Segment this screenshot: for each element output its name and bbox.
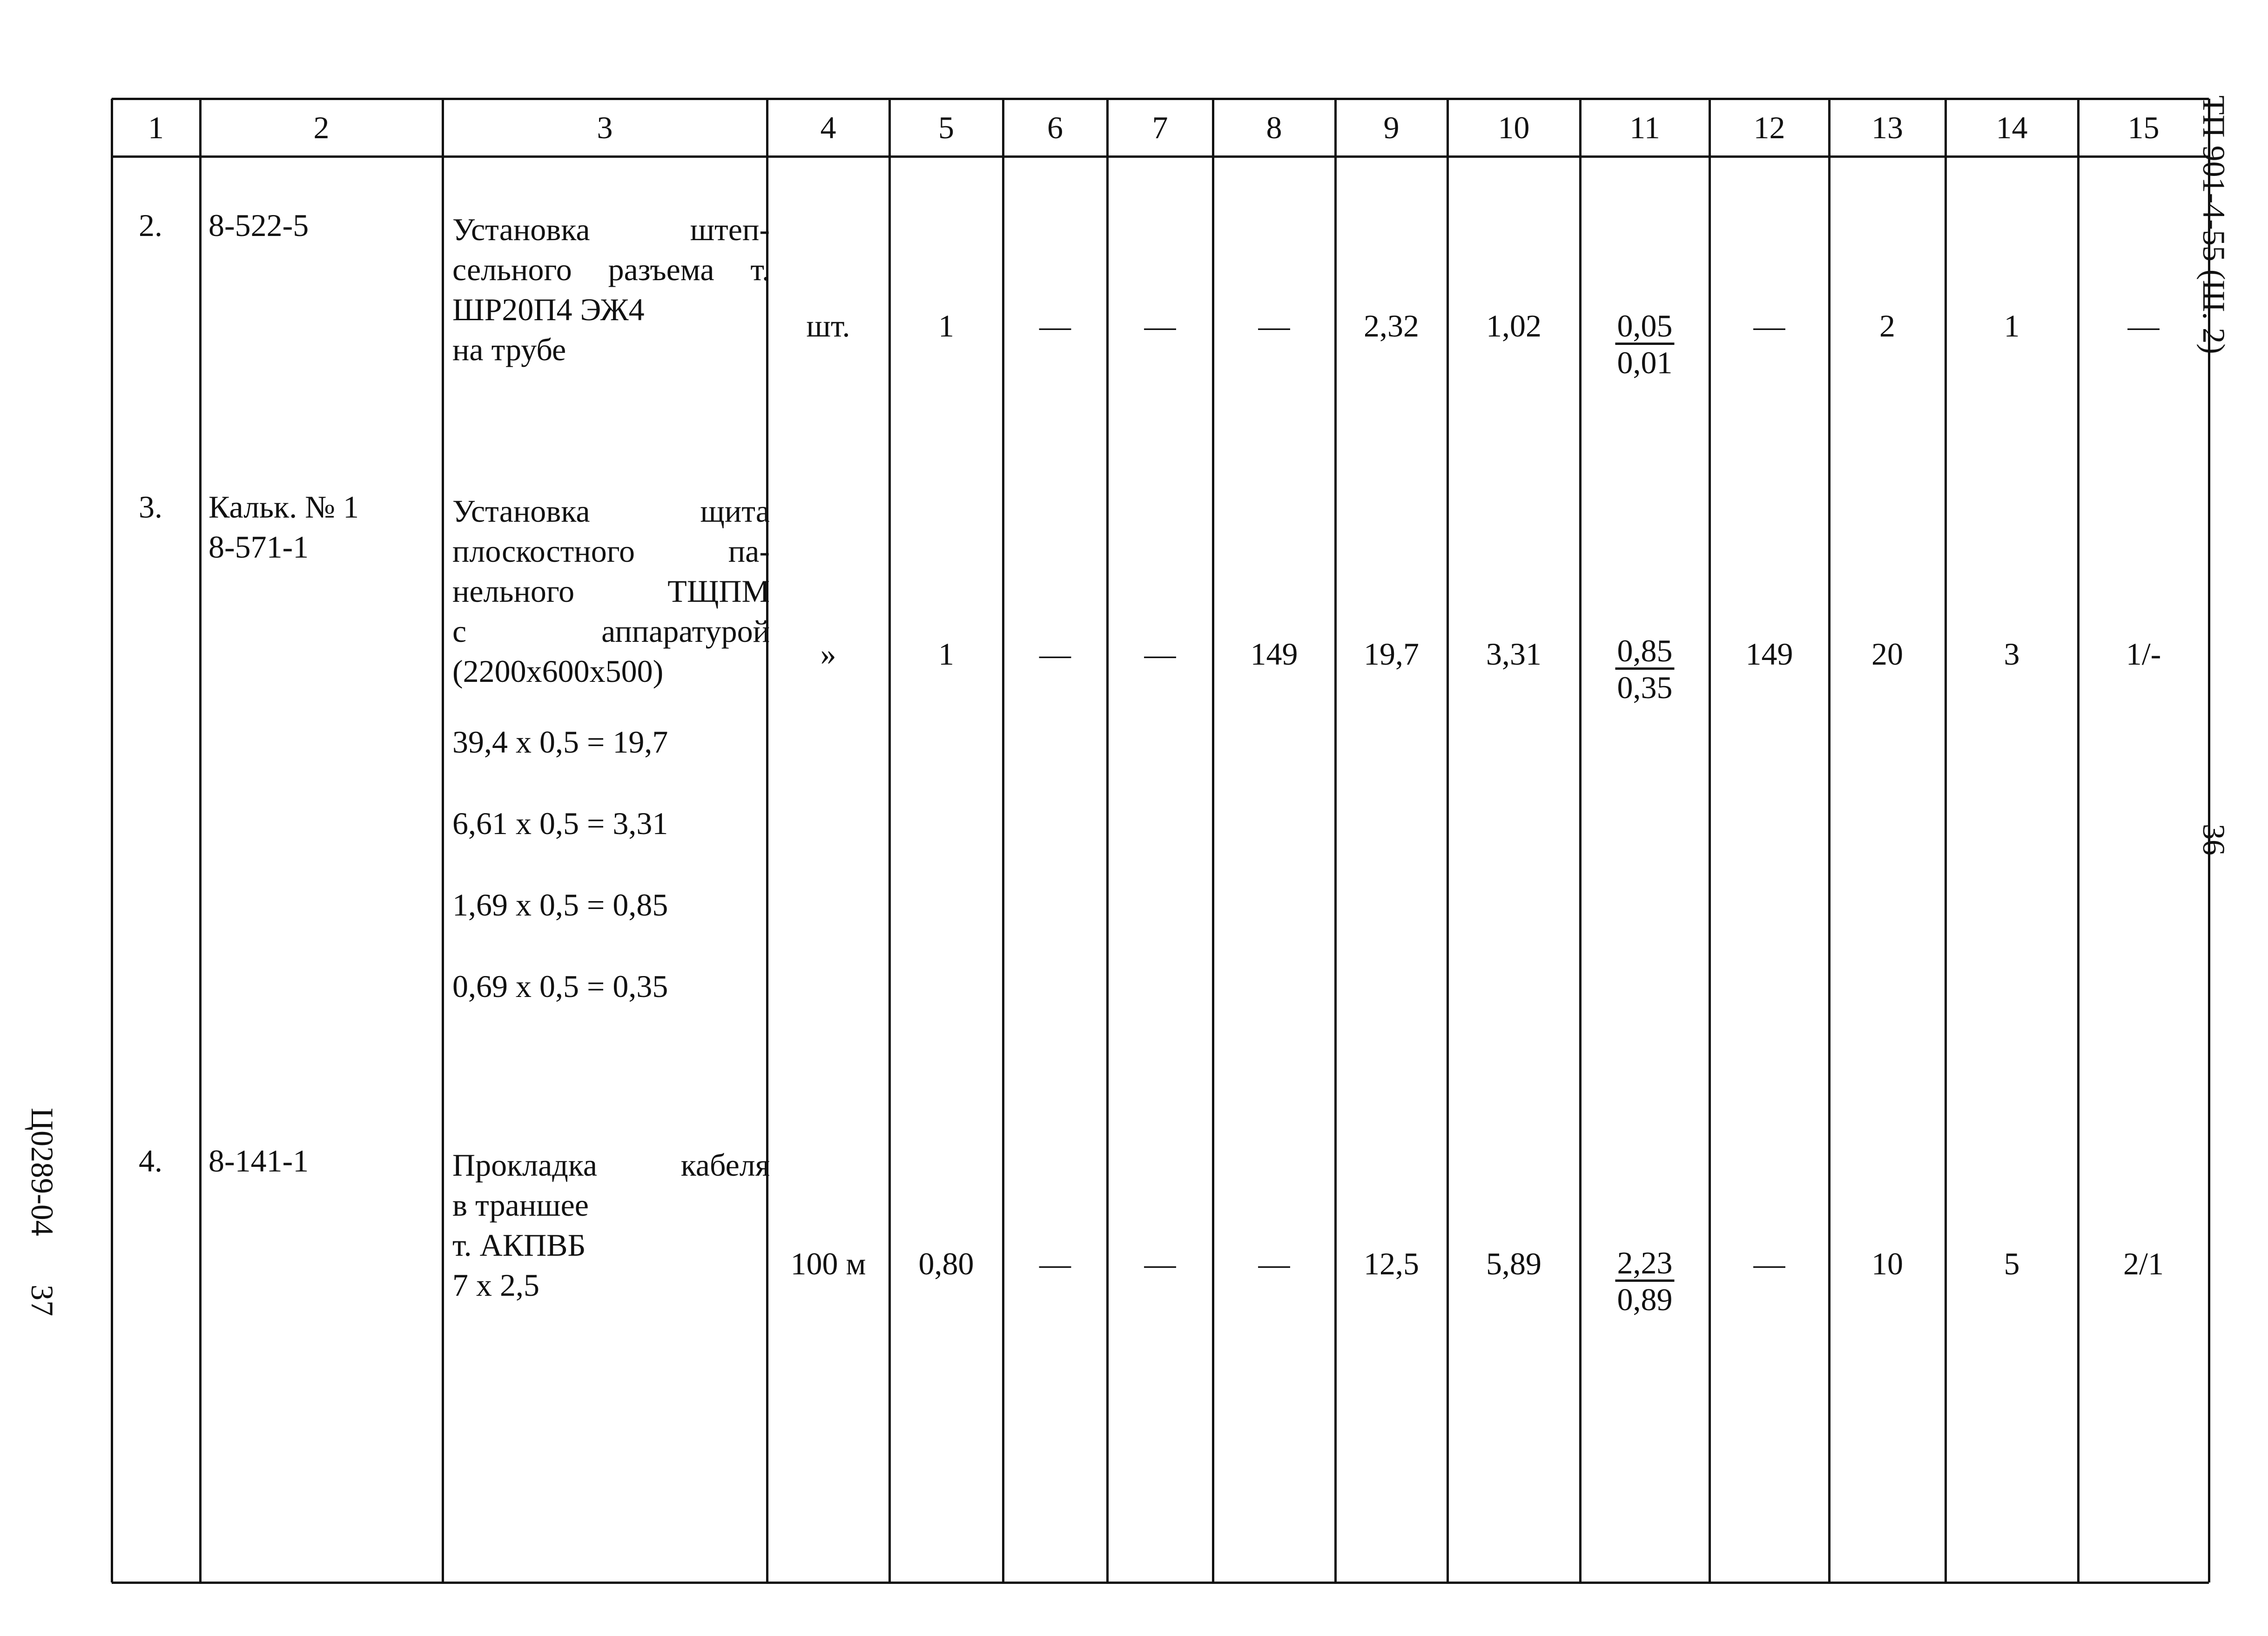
- col-14-value: 3: [2004, 636, 2020, 672]
- document-code-left: Ц0289-04: [25, 1108, 60, 1236]
- col-14-value: 5: [2004, 1246, 2020, 1281]
- calculation-line: 1,69 x 0,5 = 0,85: [452, 887, 668, 922]
- table-column-line-14: [2077, 99, 2080, 1582]
- description-line: ШР20П4 ЭЖ4: [452, 292, 645, 327]
- fraction-numerator: 2,23: [1615, 1247, 1675, 1282]
- col-6-value: —: [1039, 308, 1071, 343]
- calculation-line: 6,61 x 0,5 = 3,31: [452, 806, 668, 841]
- table-bottom-border: [112, 1582, 2209, 1584]
- header-col-7: 7: [1152, 110, 1168, 145]
- col-15-value: 1/-: [2126, 636, 2161, 672]
- header-col-9: 9: [1383, 110, 1400, 145]
- col-7-value: —: [1144, 1246, 1176, 1281]
- description-line: нельного ТЩПМ: [452, 573, 770, 609]
- unit: шт.: [806, 308, 850, 343]
- rate-code: 8-522-5: [209, 208, 309, 243]
- description-line: (2200x600x500): [452, 653, 664, 689]
- quantity: 1: [938, 308, 954, 343]
- row-number: 4.: [139, 1143, 162, 1178]
- col-11-fraction: [1615, 1247, 1675, 1315]
- fraction-denominator: 0,01: [1617, 345, 1673, 380]
- page-number-right: 36: [2196, 824, 2232, 855]
- header-col-6: 6: [1047, 110, 1063, 145]
- col-7-value: —: [1144, 636, 1176, 672]
- header-bottom-border: [112, 155, 2209, 158]
- col-9-value: 12,5: [1364, 1246, 1419, 1281]
- description-line: с аппаратурой: [452, 613, 770, 649]
- col-11-fraction: [1615, 635, 1675, 703]
- col-9-value: 2,32: [1364, 308, 1419, 343]
- unit: »: [820, 636, 836, 672]
- header-col-10: 10: [1498, 110, 1530, 145]
- table-column-line-5: [1002, 99, 1004, 1582]
- description-line: т. АКПВБ: [452, 1227, 586, 1263]
- table-column-line-9: [1447, 99, 1449, 1582]
- calculation-line: 0,69 x 0,5 = 0,35: [452, 969, 668, 1004]
- fraction-numerator: 0,85: [1615, 635, 1675, 670]
- description-line: на трубе: [452, 332, 566, 367]
- col-10-value: 5,89: [1486, 1246, 1541, 1281]
- description-line: плоскостного па-: [452, 533, 770, 569]
- col-10-value: 3,31: [1486, 636, 1541, 672]
- fraction-numerator: 0,05: [1615, 310, 1675, 345]
- table-column-line-10: [1579, 99, 1582, 1582]
- table-top-border: [112, 98, 2209, 100]
- rate-code: Кальк. № 1: [209, 489, 359, 525]
- col-10-value: 1,02: [1486, 308, 1541, 343]
- row-number: 2.: [139, 208, 162, 243]
- work-description: [452, 209, 770, 370]
- rate-code: 8-571-1: [209, 529, 309, 565]
- header-col-8: 8: [1266, 110, 1282, 145]
- fraction-denominator: 0,89: [1617, 1282, 1673, 1317]
- col-12-value: —: [1753, 1246, 1785, 1281]
- fraction-denominator: 0,35: [1617, 670, 1673, 705]
- col-15-value: 2/1: [2123, 1246, 2164, 1281]
- col-15-value: —: [2127, 308, 2160, 343]
- header-col-2: 2: [313, 110, 330, 145]
- table-column-line-12: [1828, 99, 1831, 1582]
- row-number: 3.: [139, 489, 162, 525]
- rate-code: 8-141-1: [209, 1143, 309, 1178]
- calculation-line: 39,4 x 0,5 = 19,7: [452, 724, 668, 760]
- col-12-value: 149: [1745, 636, 1793, 672]
- col-14-value: 1: [2004, 308, 2020, 343]
- header-col-14: 14: [1996, 110, 2028, 145]
- table-column-line-4: [888, 99, 891, 1582]
- page-number-left: 37: [25, 1285, 60, 1316]
- col-13-value: 2: [1879, 308, 1895, 343]
- quantity: 1: [938, 636, 954, 672]
- col-8-value: 149: [1250, 636, 1298, 672]
- col-9-value: 19,7: [1364, 636, 1419, 672]
- table-column-line-11: [1709, 99, 1711, 1582]
- description-line: Прокладка кабеля: [452, 1147, 770, 1183]
- table-column-line-7: [1212, 99, 1214, 1582]
- col-11-fraction: [1615, 310, 1675, 378]
- quantity: 0,80: [918, 1246, 974, 1281]
- col-6-value: —: [1039, 1246, 1071, 1281]
- work-description: [452, 1145, 770, 1305]
- description-line: в траншее: [452, 1187, 589, 1223]
- header-col-11: 11: [1629, 110, 1660, 145]
- table-column-line-2: [442, 99, 444, 1582]
- table-column-line-1: [199, 99, 202, 1582]
- document-code-right: ТП 901-4-55 (Ш. 2): [2196, 95, 2232, 354]
- col-12-value: —: [1753, 308, 1785, 343]
- header-col-5: 5: [938, 110, 954, 145]
- description-line: Установка штеп-: [452, 212, 770, 247]
- table-column-line-13: [1945, 99, 1947, 1582]
- table-column-line-8: [1334, 99, 1337, 1582]
- header-col-15: 15: [2127, 110, 2160, 145]
- header-col-3: 3: [597, 110, 613, 145]
- col-13-value: 10: [1871, 1246, 1903, 1281]
- col-13-value: 20: [1871, 636, 1903, 672]
- description-line: 7 x 2,5: [452, 1267, 539, 1303]
- table-column-line-0: [111, 99, 113, 1582]
- header-col-12: 12: [1753, 110, 1785, 145]
- table-column-line-6: [1106, 99, 1109, 1582]
- col-8-value: —: [1258, 1246, 1290, 1281]
- col-8-value: —: [1258, 308, 1290, 343]
- unit: 100 м: [790, 1246, 866, 1281]
- description-line: сельного разъема т.: [452, 252, 770, 287]
- col-7-value: —: [1144, 308, 1176, 343]
- header-col-4: 4: [820, 110, 836, 145]
- col-6-value: —: [1039, 636, 1071, 672]
- header-col-1: 1: [148, 110, 164, 145]
- description-line: Установка щита: [452, 493, 770, 529]
- header-col-13: 13: [1871, 110, 1903, 145]
- work-description: [452, 491, 770, 691]
